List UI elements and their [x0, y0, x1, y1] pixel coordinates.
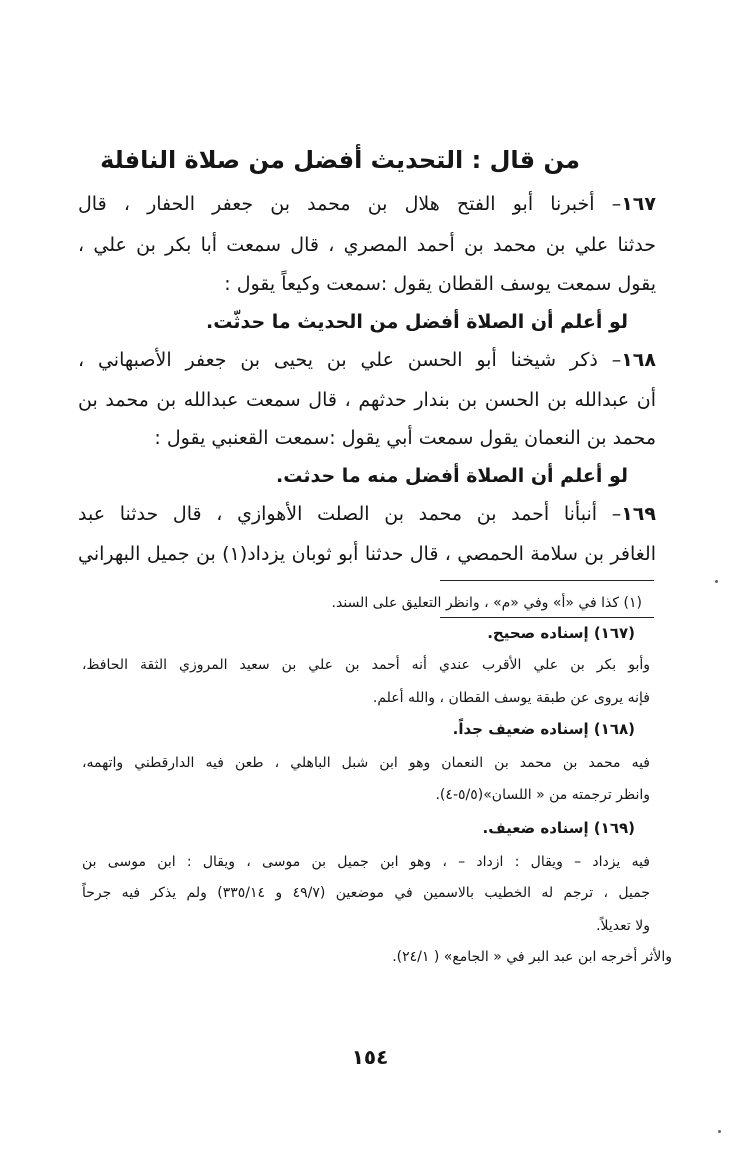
- scan-speck: [718, 1130, 721, 1133]
- page-number: ١٥٤: [351, 1045, 389, 1069]
- quote-line-1: لو أعلم أن الصلاة أفضل من الحديث ما حدثّت.: [206, 311, 628, 333]
- body-line-9: [78, 494, 656, 534]
- note-169-line-1: فيه يزداد – ويقال : ازداد – ، وهو ابن جميل بن موسى ، ويقال : ابن موسى بن: [82, 854, 650, 870]
- body-line-6: أن عبدالله بن الحسن بن بندار حدثهم ، قال سمعت عبدالله بن محمد بن: [78, 389, 656, 411]
- note-169-line-4: والأثر أخرجه ابن عبد البر في « الجامع» ( ٢٤/١).: [392, 949, 672, 965]
- body-line-text: – ذكر شيخنا أبو الحسن علي بن يحيى بن جعفر الأصبهاني ،: [78, 349, 622, 371]
- body-line-10: الغافر بن سلامة الحمصي ، قال حدثنا أبو ثوبان يزداد(١) بن جميل البهراني: [78, 543, 656, 565]
- note-169-heading: (١٦٩) إسناده ضعيف.: [482, 819, 635, 837]
- body-line-2: حدثنا علي بن محمد بن أحمد المصري ، قال سمعت أبا بكر بن علي ،: [78, 234, 656, 256]
- hadith-number: ١٦٧: [621, 193, 656, 215]
- body-line-7: محمد بن النعمان يقول سمعت أبي يقول :سمعت القعنبي يقول :: [154, 427, 656, 449]
- scan-speck: [715, 580, 718, 583]
- hadith-number: ١٦٩: [621, 503, 656, 525]
- body-line-3: يقول سمعت يوسف القطان يقول :سمعت وكيعاً يقول :: [224, 273, 656, 295]
- note-167-line-2: فإنه يروى عن طبقة يوسف القطان ، والله أعلم.: [372, 690, 650, 706]
- footnote-1: (١) كذا في «أ» وفي «م» ، وانظر التعليق على السند.: [331, 595, 642, 611]
- footnote-rule: [440, 580, 654, 581]
- note-167-heading: (١٦٧) إسناده صحيح.: [487, 624, 635, 642]
- body-line-5: [78, 340, 656, 380]
- body-line-1: [78, 184, 656, 224]
- chapter-heading: من قال : التحديث أفضل من صلاة النافلة: [100, 146, 580, 174]
- hadith-number: ١٦٨: [621, 349, 656, 371]
- note-169-line-3: ولا تعديلاً.: [596, 918, 650, 934]
- note-168-heading: (١٦٨) إسناده ضعيف جداً.: [452, 720, 635, 738]
- body-line-text: – أخبرنا أبو الفتح هلال بن محمد بن جعفر الحفار ، قال: [78, 193, 622, 215]
- note-169-line-2: جميل ، ترجم له الخطيب بالاسمين في موضعين (٤٩/٧ و ٣٣٥/١٤) ولم يذكر فيه جرحاً: [82, 885, 650, 901]
- body-line-text: – أنبأنا أحمد بن محمد بن الصلت الأهوازي ، قال حدثنا عبد: [78, 503, 622, 525]
- note-168-line-2: وانظر ترجمته من « اللسان»(٥/٥-٤).: [435, 787, 650, 803]
- quote-line-2: لو أعلم أن الصلاة أفضل منه ما حدثت.: [276, 465, 628, 487]
- note-168-line-1: فيه محمد بن محمد بن النعمان وهو ابن شبل الباهلي ، طعن فيه الدارقطني واتهمه،: [82, 755, 650, 771]
- note-167-line-1: وأبو بكر بن علي الأقرب عندي أنه أحمد بن علي بن سعيد المروزي الثقة الحافظ،: [82, 657, 650, 673]
